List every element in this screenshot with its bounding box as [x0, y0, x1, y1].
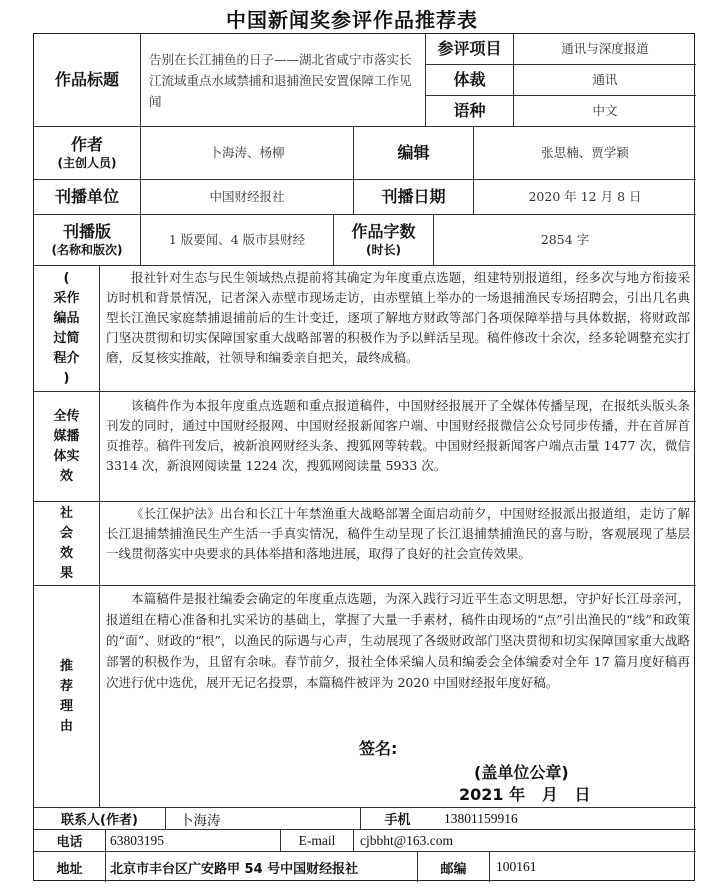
language-value: [514, 96, 696, 127]
process-label-line: (: [63, 270, 70, 286]
process-label-line: 采作: [53, 290, 80, 306]
unit-value: [141, 180, 354, 215]
phone-label: [34, 830, 106, 852]
editor-label-text: 编辑: [397, 142, 430, 162]
address-label: [34, 852, 106, 882]
date-value: [474, 180, 696, 215]
spread-label-line: 体实: [53, 448, 80, 464]
spread-label-line: 效: [59, 468, 73, 484]
author-value-text: 卜海涛、杨柳: [209, 145, 285, 160]
language-value-text: 中文: [592, 103, 618, 118]
category-label-text: 参评项目: [437, 38, 502, 58]
reason-text: [100, 586, 696, 808]
genre-label-text: 体裁: [453, 69, 486, 89]
date-label-text: 刊播日期: [381, 186, 446, 206]
spread-label: [34, 392, 100, 502]
edition-sub-label: (名称和版次): [51, 242, 123, 257]
process-text: [100, 266, 696, 392]
effect-paragraph: 《长江保护法》出台和长江十年禁渔重大战略部署全面启动前夕，中国财经报派出报道组，走访了解长江退捕禁捕渔民生产生活一手真实情况，稿件生动呈现了长江退捕禁捕渔民的喜与盼，客观展现了基层一线贯彻落实中央要求的具体举措和落地进展，取得了良好的社会宣传效果。: [106, 506, 690, 561]
wordcount-value-text: 2854 字: [540, 232, 590, 247]
genre-value-text: 通讯: [592, 72, 618, 87]
reason-label-line: 推: [59, 658, 73, 674]
genre-label: [426, 65, 514, 96]
postcode-value: [490, 852, 696, 882]
email-value: [354, 830, 696, 852]
author-sub-label: (主创人员): [57, 155, 117, 170]
mobile-label-text: 手机: [384, 813, 411, 828]
postcode-value-text: 100161: [496, 859, 537, 874]
category-value-text: 通讯与深度报道: [561, 41, 649, 56]
mobile-label: [361, 808, 434, 830]
process-paragraph: 报社针对生态与民生领域热点提前将其确定为年度重点选题，组建特别报道组，经多次与地方衔接采访时机和背景情况，记者深入赤壁市现场走访，由赤壁镇上举办的一场退捕渔民专场招聘会，引出几名典型长江渔民家庭禁捕退捕前后的生计变迁，逐项了解地方财政等部门各项保障举措与具体数据，将财政部门坚决贯彻和切实保障国家重大战略部署的积极作为予以鲜活呈现。稿件修改十余次，经多轮调整充实打磨，反复核实推敲，社领导和编委亲自把关，最终成稿。: [106, 270, 690, 365]
address-value-text: 北京市丰台区广安路甲 54 号中国财经报社: [110, 861, 359, 877]
reason-label-line: 荐: [59, 678, 73, 694]
process-label: [34, 266, 100, 392]
postcode-label-text: 邮编: [440, 861, 467, 877]
effect-label-line: 社: [59, 505, 73, 521]
spread-label-line: 全传: [53, 408, 80, 424]
work-title-value: [141, 34, 426, 127]
reason-label-line: 理: [59, 698, 73, 714]
signature-label: 签名:: [359, 739, 398, 758]
postcode-label: [418, 852, 490, 882]
author-label-text: 作者: [70, 134, 103, 154]
email-value-text: cjbbht@163.com: [360, 832, 454, 848]
date-value-text: 2020 年 12 月 8 日: [528, 189, 642, 204]
phone-value-text: 63803195: [110, 832, 164, 848]
wordcount-sub-label: (时长): [366, 242, 401, 257]
edition-label-text: 刊播版: [62, 221, 111, 241]
author-value: [141, 127, 354, 180]
page-title: 中国新闻奖参评作品推荐表: [226, 8, 478, 32]
process-label-line: ): [63, 370, 70, 386]
process-label-line: 编品: [53, 310, 80, 326]
contact-label-text: 联系人(作者): [61, 813, 138, 828]
edition-value-text: 1 版要闻、4 版市县财经: [168, 232, 306, 247]
reason-label: [34, 586, 100, 808]
spread-paragraph: 该稿件作为本报年度重点选题和重点报道稿件，中国财经报展开了全媒体传播呈现，在报纸头版头条刊发的同时，通过中国财经报网、中国财经报新闻客户端、中国财经报微信公众号同步传播，并在首屏首页推荐。稿件刊发后，被新浪网财经头条、搜狐网等转载。中国财经报新闻客户端点击量 1477 次，微信 3314 次，新浪网阅读量 1224 次，搜狐网阅读量 5933 次。: [106, 398, 690, 473]
contact-label: [34, 808, 166, 830]
edition-label: [34, 215, 141, 266]
language-label: [426, 96, 514, 127]
effect-label-line: 会: [59, 525, 73, 541]
seal-label: (盖单位公章): [474, 763, 569, 782]
contact-value-text: 卜海涛: [180, 812, 221, 828]
edition-value: [141, 215, 334, 266]
phone-value: [106, 830, 281, 852]
wordcount-value: [434, 215, 696, 266]
wordcount-label: [334, 215, 434, 266]
effect-label-line: 效: [59, 545, 73, 561]
email-label-text: E-mail: [298, 832, 336, 848]
category-value: [514, 34, 696, 65]
genre-value: [514, 65, 696, 96]
spread-text: [100, 392, 696, 502]
effect-text: [100, 502, 696, 586]
category-label: [426, 34, 514, 65]
work-title-label-text: 作品标题: [54, 69, 119, 89]
language-label-text: 语种: [453, 100, 486, 120]
email-label: [281, 830, 354, 852]
sign-date: 2021 年 月 日: [459, 785, 591, 804]
effect-label-line: 果: [59, 565, 73, 581]
work-title-label: [34, 34, 141, 127]
process-label-line: 程介: [53, 350, 80, 366]
address-label-text: 地址: [56, 861, 83, 877]
date-label: [354, 180, 474, 215]
phone-label-text: 电话: [56, 835, 83, 850]
reason-label-line: 由: [59, 718, 73, 734]
editor-value: [474, 127, 696, 180]
mobile-value: [434, 808, 696, 830]
effect-label: [34, 502, 100, 586]
unit-label-text: 刊播单位: [54, 186, 119, 206]
unit-value-text: 中国财经报社: [209, 189, 285, 204]
editor-label: [354, 127, 474, 180]
mobile-value-text: 13801159916: [444, 810, 518, 826]
unit-label: [34, 180, 141, 215]
recommendation-form: [33, 33, 695, 881]
address-value: [106, 852, 418, 882]
reason-paragraph: 本篇稿件是报社编委会确定的年度重点选题，为深入践行习近平生态文明思想，守护好长江母亲河，报道组在精心准备和扎实采访的基础上，掌握了大量一手素材，稿件由现场的“点”引出渔民的“线”和政策的“面”、财政的“根”，以渔民的际遇与心声，生动展现了各级财政部门坚决贯彻和切实保障国家重大战略部署的积极作为，且留有余味。春节前夕，报社全体采编人员和编委会全体编委对全年 17 篇月度好稿再次进行优中选优，展开无记名投票，本篇稿件被评为 2020 中国财经报年度好稿。: [106, 591, 690, 690]
work-title-text: 告别在长江捕鱼的日子——湖北省咸宁市落实长江流域重点水域禁捕和退捕渔民安置保障工作见闻: [149, 51, 412, 109]
process-label-line: 过简: [53, 330, 80, 346]
contact-value: [166, 808, 361, 830]
spread-label-line: 媒播: [53, 428, 80, 444]
editor-value-text: 张思楠、贾学颖: [541, 145, 629, 160]
author-label: [34, 127, 141, 180]
wordcount-label-text: 作品字数: [351, 221, 416, 241]
